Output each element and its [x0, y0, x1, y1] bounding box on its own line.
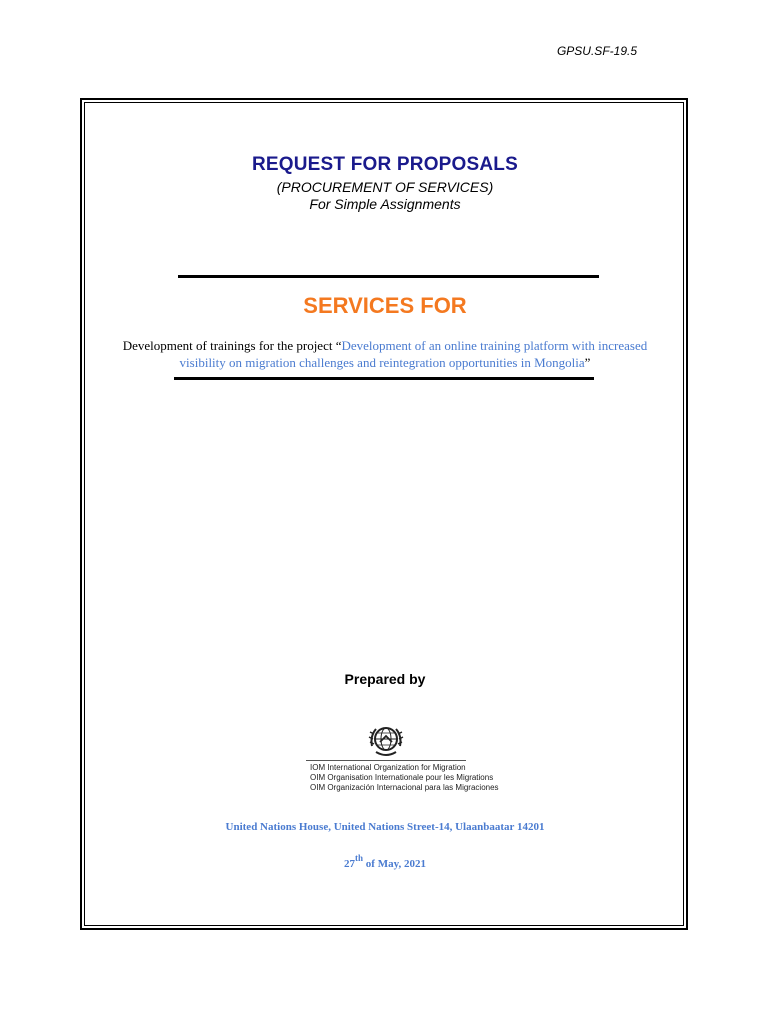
prepared-by-label: Prepared by: [344, 671, 426, 687]
project-name: Development of an online training platform with increased visibility on migration challenges and reintegration opportunities in Mongolia: [179, 338, 648, 370]
divider-bottom: [174, 377, 594, 380]
date-month-year: of May, 2021: [363, 858, 426, 870]
subtitle-assignments: For Simple Assignments: [309, 196, 461, 212]
office-address: United Nations House, United Nations Street-14, Ulaanbaatar 14201: [225, 821, 545, 833]
description-close: ”: [584, 355, 591, 370]
logo-text-french: OIM Organisation Internationale pour les Migrations: [310, 773, 494, 782]
document-date: [0, 853, 770, 870]
date-ordinal-suffix: th: [355, 853, 364, 863]
logo-text-spanish: OIM Organización Internacional para las Migraciones: [310, 783, 499, 792]
project-description: [110, 337, 660, 371]
logo-divider: [306, 760, 466, 761]
services-heading: SERVICES FOR: [303, 293, 467, 318]
iom-globe-emblem-icon: [366, 720, 406, 760]
cover-frame-inner: [84, 102, 684, 926]
divider-top: [178, 275, 599, 278]
date-day: 27: [344, 858, 356, 870]
subtitle-procurement: (PROCUREMENT OF SERVICES): [276, 179, 494, 195]
document-code: GPSU.SF-19.5: [556, 44, 637, 58]
description-intro: Development of trainings for the project “: [122, 338, 342, 353]
page-title: REQUEST FOR PROPOSALS: [251, 154, 518, 175]
logo-text-english: IOM International Organization for Migration: [310, 763, 466, 772]
